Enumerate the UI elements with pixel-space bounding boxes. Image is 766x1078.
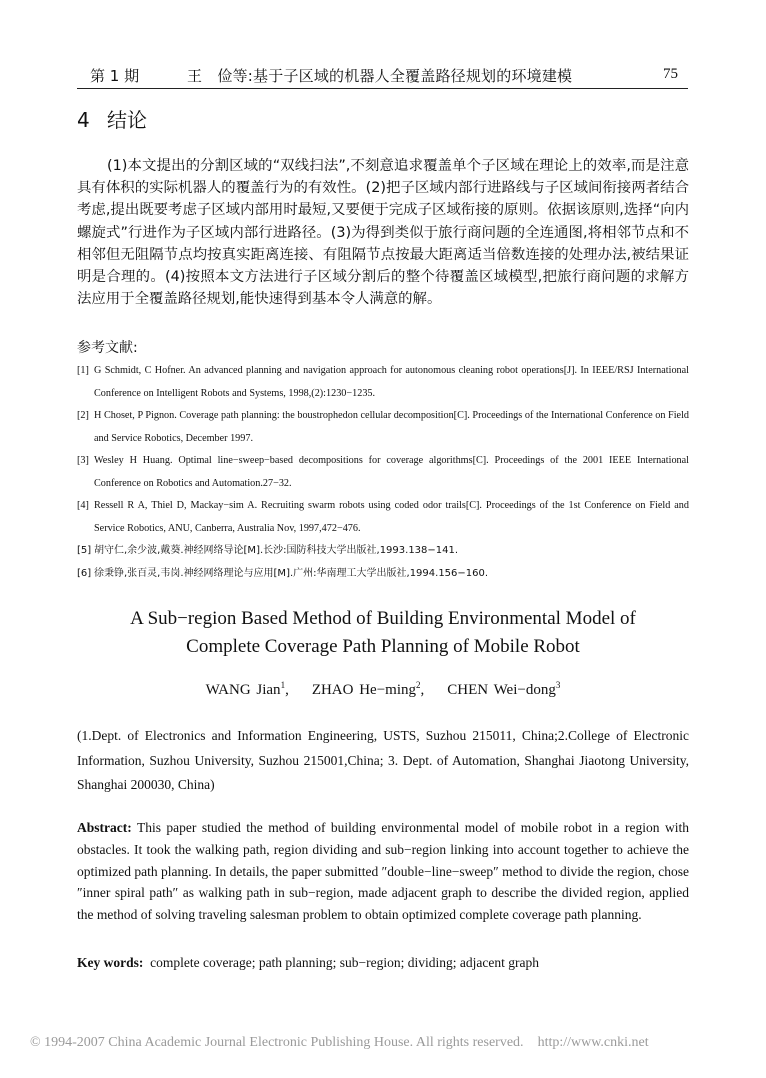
abstract-text: This paper studied the method of building environmental model of mobile robot in a region with obstacles. It took the walking path, region dividing and sub−region linking into account together to achieve the optimized path planning. In details, the paper submitted ″double−line−sweep″ method to divide the region, chose ″inner spiral path″ as walking path in sub−region, made adjacent graph to describe the divided region, applied the method of solving traveling salesman problem to obtain optimized complete coverage path planning. xyxy=(77,820,689,923)
reference-text: H Choset, P Pignon. Coverage path planning: the boustrophedon cellular decomposition[C]. Proceedings of the International Conference on Field and Service Robotics, December 1997. xyxy=(94,410,689,444)
copyright-text: © 1994-2007 China Academic Journal Electronic Publishing House. All rights reserved. xyxy=(30,1035,524,1050)
reference-item xyxy=(77,540,689,563)
reference-number: [4] xyxy=(77,500,89,511)
reference-number: [1] xyxy=(77,365,89,376)
reference-item xyxy=(77,360,689,405)
reference-list xyxy=(77,360,689,585)
reference-text: 徐秉铮,张百灵,韦岗.神经网络理论与应用[M].广州:华南理工大学出版社,1994.156−160. xyxy=(94,567,489,579)
abstract xyxy=(77,817,689,926)
english-title-line-1: A Sub−region Based Method of Building Environmental Model of xyxy=(130,608,636,629)
reference-number: [6] xyxy=(77,567,92,579)
reference-number: [2] xyxy=(77,410,89,421)
reference-text: G Schmidt, C Hofner. An advanced planning and navigation approach for autonomous cleaning robot operations[J]. In IEEE/RSJ International Conference on Intelligent Robots and Systems, 1998,(2):1230−1235. xyxy=(94,365,689,399)
footer-url: http://www.cnki.net xyxy=(537,1035,649,1050)
author-name: ZHAO He−ming xyxy=(311,682,417,698)
keywords-label: Key words: xyxy=(77,955,144,970)
section-title: 结论 xyxy=(107,108,147,132)
reference-text: Wesley H Huang. Optimal line−sweep−based decompositions for coverage algorithms[C]. Proceedings of the 2001 IEEE International Conference on Robotics and Automation.27−32. xyxy=(94,455,689,489)
section-number: 4 xyxy=(77,108,90,132)
section-heading xyxy=(77,104,147,133)
keywords-text: complete coverage; path planning; sub−region; dividing; adjacent graph xyxy=(150,955,539,970)
abstract-label: Abstract: xyxy=(77,820,132,835)
author-affiliation-mark: 1 xyxy=(280,680,286,690)
reference-number: [3] xyxy=(77,455,89,466)
author-name: CHEN Wei−dong xyxy=(447,682,556,698)
reference-item xyxy=(77,495,689,540)
reference-item xyxy=(77,405,689,450)
keywords xyxy=(77,955,689,971)
english-title-line-2: Complete Coverage Path Planning of Mobile Robot xyxy=(186,636,580,657)
author-affiliation-mark: 2 xyxy=(416,680,421,690)
copyright-footer xyxy=(30,1035,730,1051)
reference-text: Ressell R A, Thiel D, Mackay−sim A. Recruiting swarm robots using coded odor trails[C]. Proceedings of the 1st Conference on Field and Service Robotics, ANU, Canberra, Australia Nov, 1997,472−476. xyxy=(94,500,689,534)
author-list: WANG Jian$^1$, ZHAO He−ming$^2$, CHEN Wei−dong$^3$ xyxy=(205,680,561,698)
references-heading: 参考文献: xyxy=(77,340,138,356)
affiliations: (1.Dept. of Electronics and Information Engineering, USTS, Suzhou 215011, China;2.College of Electronic Information, Suzhou University, Suzhou 215001,China; 3. Dept. of Automation, Shanghai Jiaotong University, Shanghai 200030, China) xyxy=(77,728,689,792)
issue-label: 第 1 期 xyxy=(90,67,140,85)
english-title xyxy=(77,605,689,661)
reference-item xyxy=(77,450,689,495)
author-affiliation-mark: 3 xyxy=(555,680,561,690)
reference-text: 胡守仁,余少波,戴葵.神经网络导论[M].长沙:国防科技大学出版社,1993.138−141. xyxy=(94,545,459,556)
author-name: WANG Jian xyxy=(205,682,281,698)
running-title: 王 俭等:基于子区域的机器人全覆盖路径规划的环境建模 xyxy=(187,67,573,85)
reference-item xyxy=(77,563,689,586)
reference-number: [5] xyxy=(77,545,92,556)
running-header xyxy=(77,64,688,89)
conclusion-paragraph: (1)本文提出的分割区域的“双线扫法”,不刻意追求覆盖单个子区域在理论上的效率,而是注意具有体积的实际机器人的覆盖行为的有效性。(2)把子区域内部行进路线与子区域间衔接两者结合考虑,提出既要考虑子区域内部用时最短,又要便于完成子区域衔接的原则。依据该原则,选择“向内螺旋式”行进作为子区域内部行进路径。(3)为得到类似于旅行商问题的全连通图,将相邻节点和不相邻但无阻隔节点均按真实距离连接、有阻隔节点按最大距离适当倍数连接的处理办法,被结果证明是合理的。(4)按照本文方法进行子区域分割后的整个待覆盖区域模型,把旅行商问题的求解方法应用于全覆盖路径规划,能快速得到基本令人满意的解。 xyxy=(77,158,689,308)
page-number: 75 xyxy=(663,66,678,82)
